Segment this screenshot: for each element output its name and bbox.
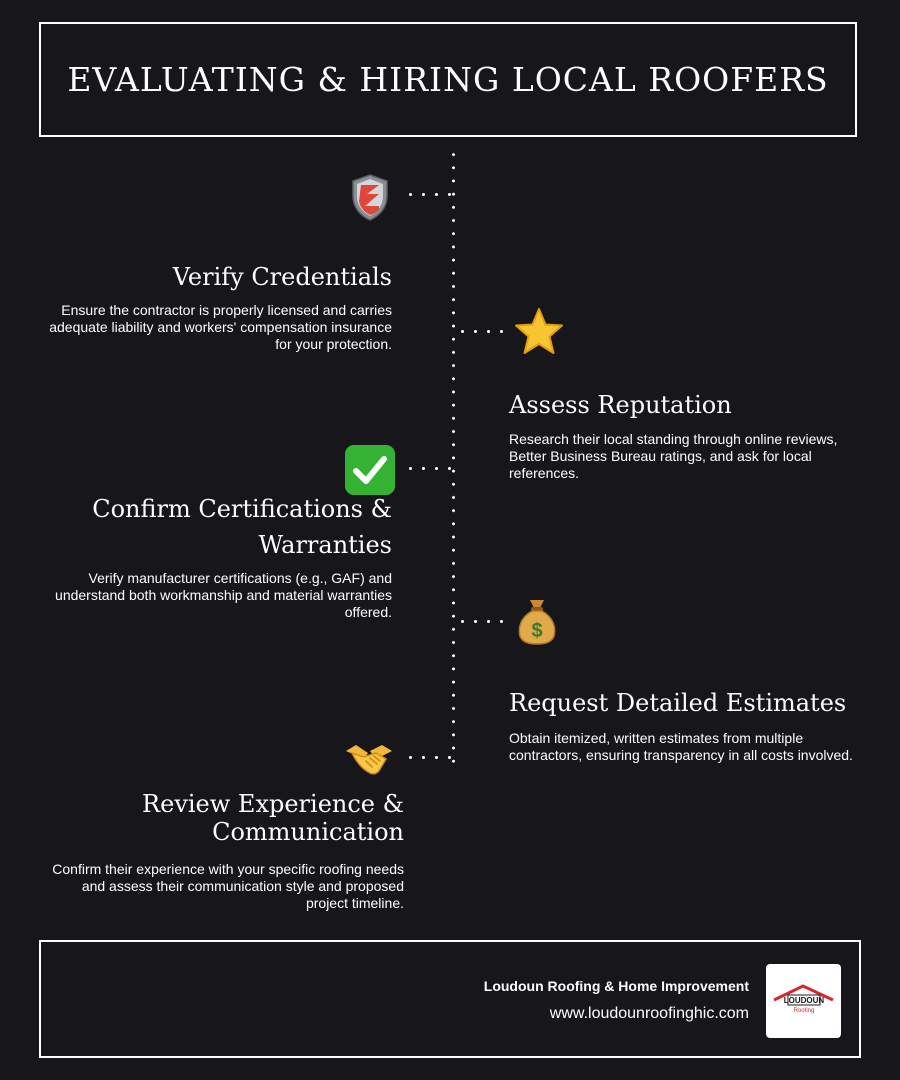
company-url[interactable]: www.loudounroofinghic.com	[549, 1005, 749, 1022]
step-title-detailed-estimates: Request Detailed Estimates	[509, 689, 847, 717]
step-desc-experience-communication: Confirm their experience with your specific roofing needs and assess their communication style and proposed project timeline.	[52, 861, 404, 911]
svg-text:$: $	[531, 620, 543, 642]
step-title-experience-communication: Review Experience & Communication	[142, 790, 404, 846]
shield-icon	[343, 170, 397, 224]
connector-dots	[456, 330, 504, 333]
connector-dots	[404, 467, 452, 470]
step-title-assess-reputation: Assess Reputation	[509, 391, 732, 419]
title-banner	[39, 22, 857, 137]
connector-dots	[404, 193, 452, 196]
step-desc-verify-credentials: Ensure the contractor is properly licensed and carries adequate liability and workers' compensation insurance for your protection.	[49, 302, 392, 352]
star-icon	[512, 305, 566, 359]
logo-wordmark: LOUDOUN	[783, 996, 825, 1005]
step-desc-assess-reputation: Research their local standing through online reviews, Better Business Bureau ratings, and ask for local references.	[509, 431, 838, 481]
timeline-spine	[452, 148, 455, 768]
company-logo	[766, 964, 841, 1038]
page-title: EVALUATING & HIRING LOCAL ROOFERS	[67, 60, 829, 99]
check-mark-icon	[343, 443, 397, 497]
step-title-certifications-warranties: Confirm Certifications & Warranties	[92, 495, 392, 559]
step-desc-detailed-estimates: Obtain itemized, written estimates from multiple contractors, ensuring transparency in all costs involved.	[509, 730, 853, 763]
logo-subtext: Roofing	[793, 1008, 815, 1014]
step-title-verify-credentials: Verify Credentials	[172, 263, 392, 291]
step-desc-certifications-warranties: Verify manufacturer certifications (e.g., GAF) and understand both workmanship and material warranties offered.	[55, 570, 392, 620]
handshake-icon	[342, 731, 396, 785]
connector-dots	[404, 756, 452, 759]
company-name: Loudoun Roofing & Home Improvement	[483, 978, 749, 994]
connector-dots	[456, 620, 504, 623]
footer-banner	[39, 940, 861, 1058]
money-bag-icon	[510, 594, 564, 648]
